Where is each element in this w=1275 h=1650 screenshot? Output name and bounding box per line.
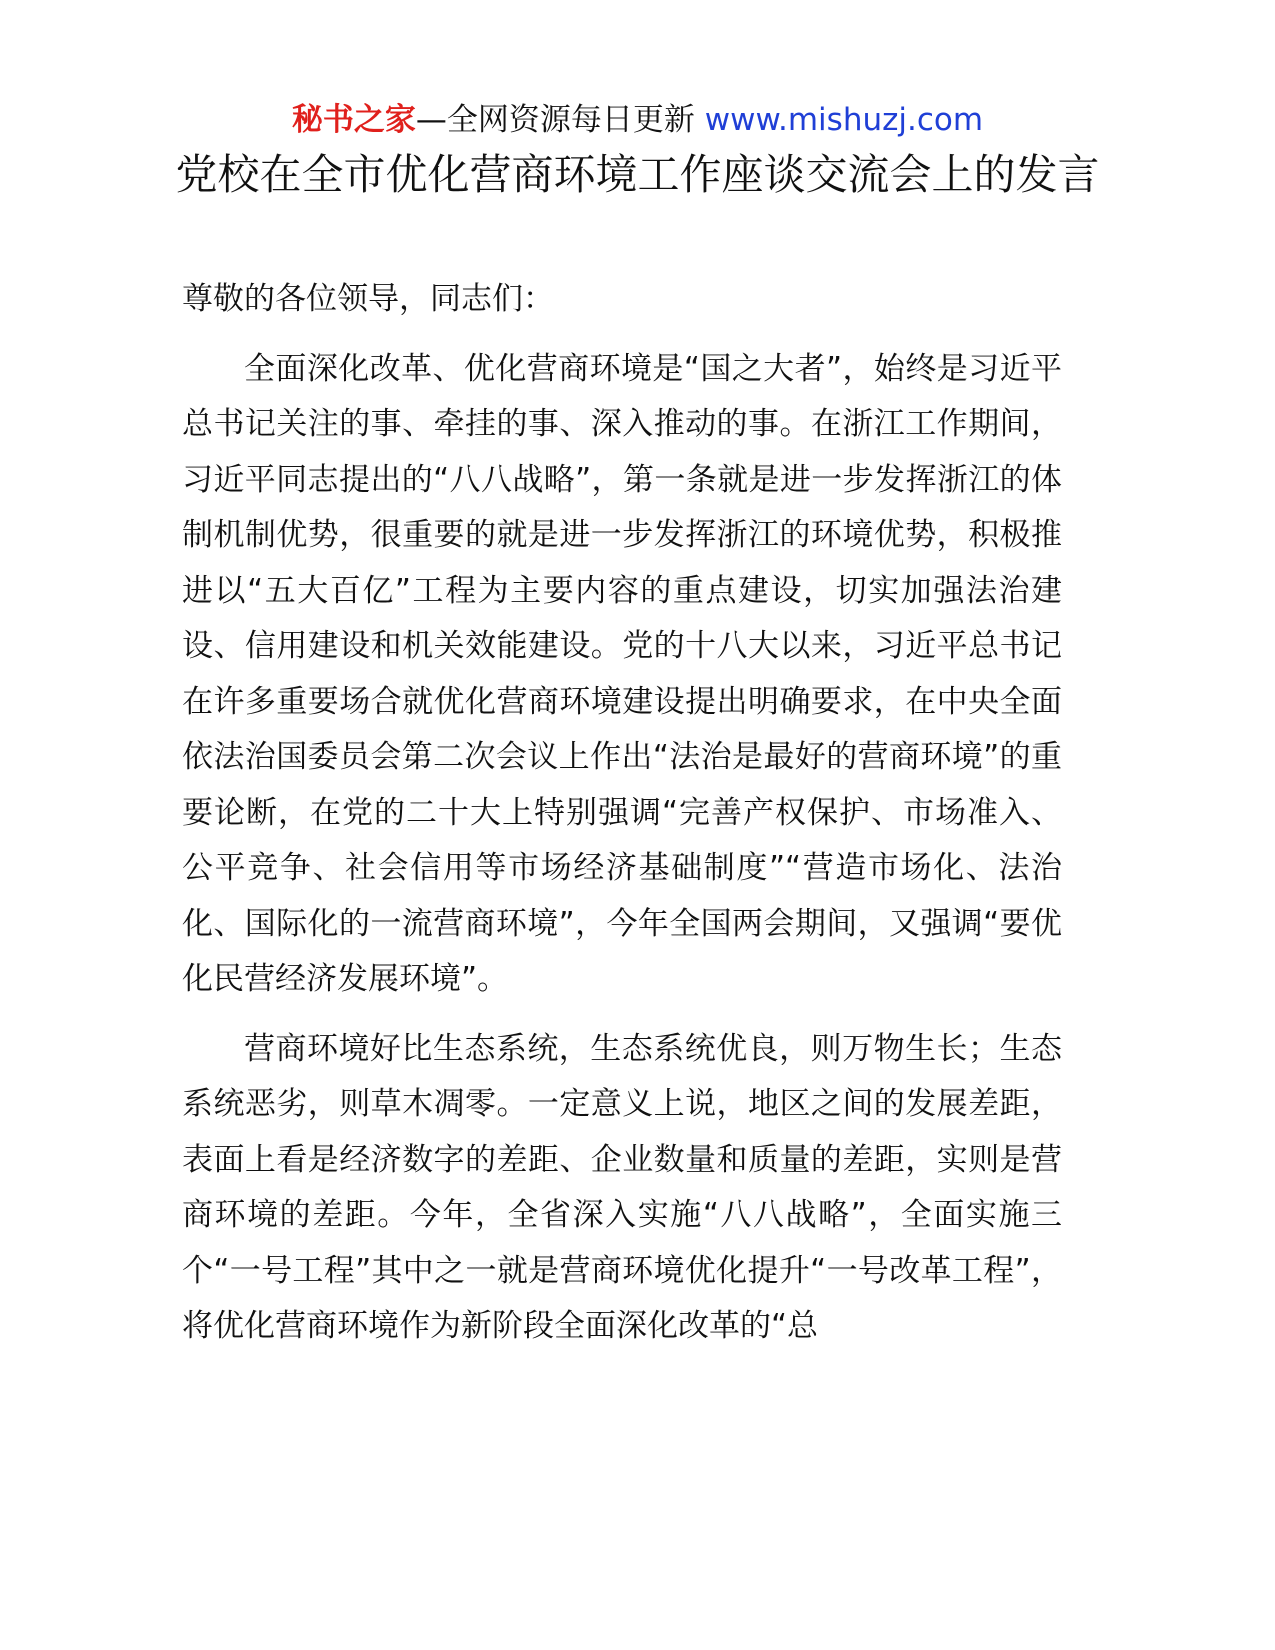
site-header xyxy=(0,98,1275,142)
body-paragraph: 营商环境好比生态系统，生态系统优良，则万物生长；生态系统恶劣，则草木凋零。一定意义上说，地区之间的发展差距，表面上看是经济数字的差距、企业数量和质量的差距，实则是营商环境的差距。今年，全省深入实施“八八战略”，全面实施三个“一号工程”其中之一就是营商环境优化提升“一号改革工程”，将优化营商环境作为新阶段全面深化改革的“总 xyxy=(182,1030,1062,1344)
body-paragraph: 全面深化改革、优化营商环境是“国之大者”，始终是习近平总书记关注的事、牵挂的事、深入推动的事。在浙江工作期间，习近平同志提出的“八八战略”，第一条就是进一步发挥浙江的体制机制优势，很重要的就是进一步发挥浙江的环境优势，积极推进以“五大百亿”工程为主要内容的重点建设，切实加强法治建设、信用建设和机关效能建设。党的十八大以来，习近平总书记在许多重要场合就优化营商环境建设提出明确要求，在中央全面依法治国委员会第二次会议上作出“法治是最好的营商环境”的重要论断，在党的二十大上特别强调“完善产权保护、市场准入、公平竞争、社会信用等市场经济基础制度”“营造市场化、法治化、国际化的一流营商环境”，今年全国两会期间，又强调“要优化民营经济发展环境”。 xyxy=(182,350,1062,997)
site-url-link[interactable]: www.mishuzj.com xyxy=(704,102,984,138)
site-brand: 秘书之家 xyxy=(291,102,416,138)
salutation: 尊敬的各位领导，同志们： xyxy=(182,281,554,317)
site-tagline: —全网资源每日更新 xyxy=(415,102,695,138)
document-title: 党校在全市优化营商环境工作座谈交流会上的发言 xyxy=(175,150,1100,199)
document-body xyxy=(182,272,1062,1355)
